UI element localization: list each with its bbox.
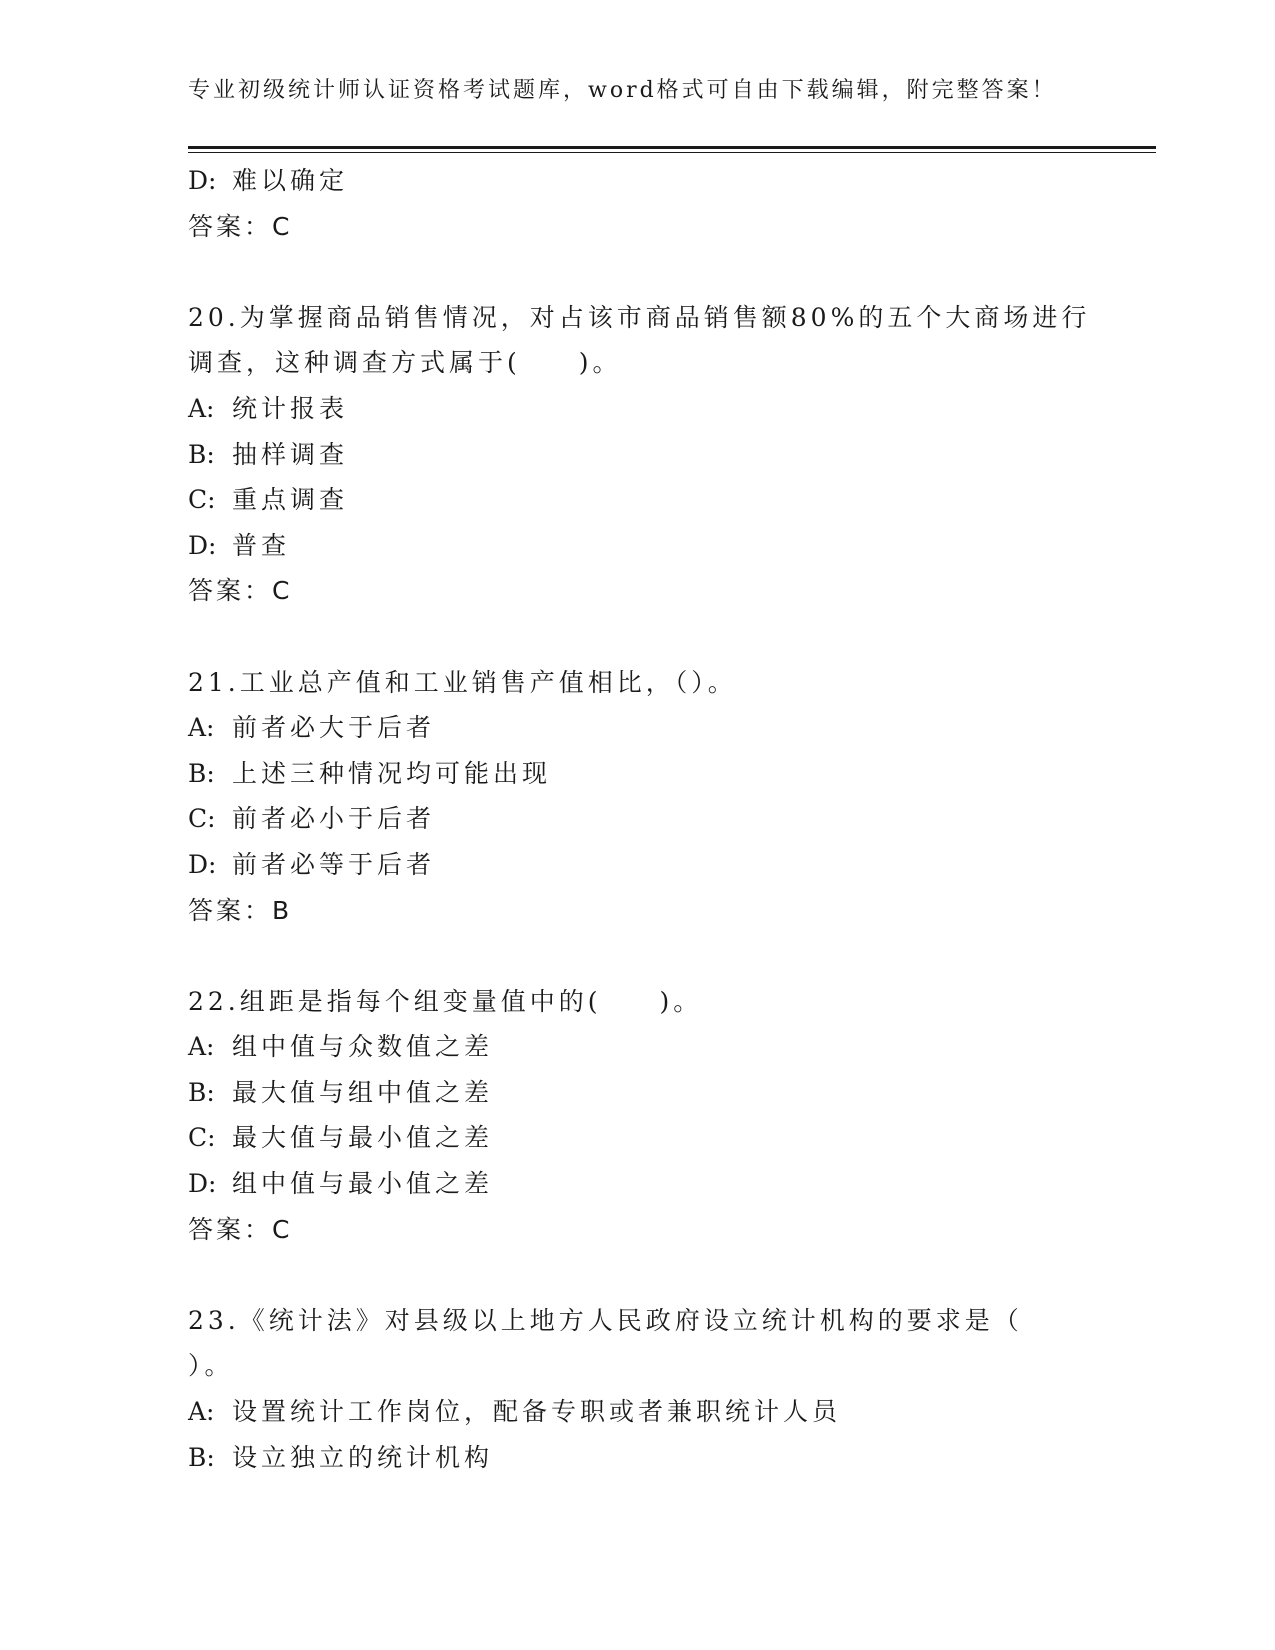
question-stem: 20.为掌握商品销售情况，对占该市商品销售额80%的五个大商场进行 (188, 302, 1091, 332)
option-key: B: (188, 1442, 215, 1472)
option-key: A: (188, 1397, 215, 1427)
option-text: 设置统计工作岗位，配备专职或者兼职统计人员 (232, 1397, 842, 1427)
option-text: 前者必等于后者 (232, 849, 436, 879)
option-text: 上述三种情况均可能出现 (232, 758, 552, 788)
question-tail (188, 158, 1088, 249)
question-22 (188, 979, 1088, 1253)
option-text: 组中值与最小值之差 (232, 1169, 494, 1199)
answer-line: 答案：C (188, 1214, 293, 1244)
question-23 (188, 1298, 1088, 1480)
option-a (188, 1024, 1088, 1070)
option-text: 设立独立的统计机构 (232, 1442, 494, 1472)
option-text: 统计报表 (232, 393, 349, 423)
option-b (188, 1435, 1088, 1481)
option-key: D: (188, 166, 217, 195)
option-d (188, 842, 1088, 888)
option-c (188, 1115, 1088, 1161)
option-text: 最大值与最小值之差 (232, 1123, 494, 1153)
question-list (188, 158, 1091, 1480)
question-stem: 21.工业总产值和工业销售产值相比，（）。 (188, 667, 737, 697)
option-key: C: (188, 1123, 216, 1153)
option-b (188, 1070, 1088, 1116)
option-key: A: (188, 713, 215, 743)
option-b (188, 751, 1088, 797)
option-key: C: (188, 804, 216, 834)
option-key: A: (188, 393, 215, 423)
answer-line: 答案：C (188, 211, 293, 241)
option-text: 抽样调查 (232, 439, 349, 469)
spacer (188, 933, 1088, 979)
option-a (188, 386, 1088, 432)
question-21 (188, 660, 1088, 934)
answer-line: 答案：B (188, 895, 293, 925)
question-stem: 22.组距是指每个组变量值中的( )。 (188, 986, 703, 1016)
option-key: D: (188, 530, 217, 560)
option-text: 难以确定 (232, 166, 349, 195)
header-rule-thin (188, 152, 1156, 153)
header-rule-thick (188, 146, 1156, 149)
option-b (188, 432, 1088, 478)
option-c (188, 796, 1088, 842)
option-c (188, 477, 1088, 523)
question-stem: 调查，这种调查方式属于( )。 (188, 348, 622, 378)
option-text: 前者必大于后者 (232, 713, 436, 743)
question-20 (188, 295, 1091, 614)
option-key: D: (188, 1169, 217, 1199)
option-d (188, 523, 1088, 569)
option-key: B: (188, 1077, 215, 1107)
spacer (188, 249, 1088, 295)
option-text: 前者必小于后者 (232, 804, 436, 834)
option-key: C: (188, 485, 216, 515)
option-key: B: (188, 758, 215, 788)
option-text: 最大值与组中值之差 (232, 1077, 494, 1107)
option-text: 普查 (232, 530, 291, 560)
option-a (188, 1389, 1088, 1435)
option-d (188, 1161, 1088, 1207)
option-key: D: (188, 849, 217, 879)
option-text: 重点调查 (232, 485, 349, 515)
option-key: A: (188, 1032, 215, 1062)
answer-line: 答案：C (188, 576, 293, 606)
page-header: 专业初级统计师认证资格考试题库，word格式可自由下载编辑，附完整答案！ (188, 78, 1057, 103)
question-stem: 23.《统计法》对县级以上地方人民政府设立统计机构的要求是（ (188, 1305, 1023, 1335)
spacer (188, 614, 1088, 660)
option-text: 组中值与众数值之差 (232, 1032, 494, 1062)
question-stem: ）。 (188, 1351, 234, 1381)
option-a (188, 705, 1088, 751)
option-key: B: (188, 439, 215, 469)
spacer (188, 1252, 1088, 1298)
option-d (188, 158, 1088, 204)
